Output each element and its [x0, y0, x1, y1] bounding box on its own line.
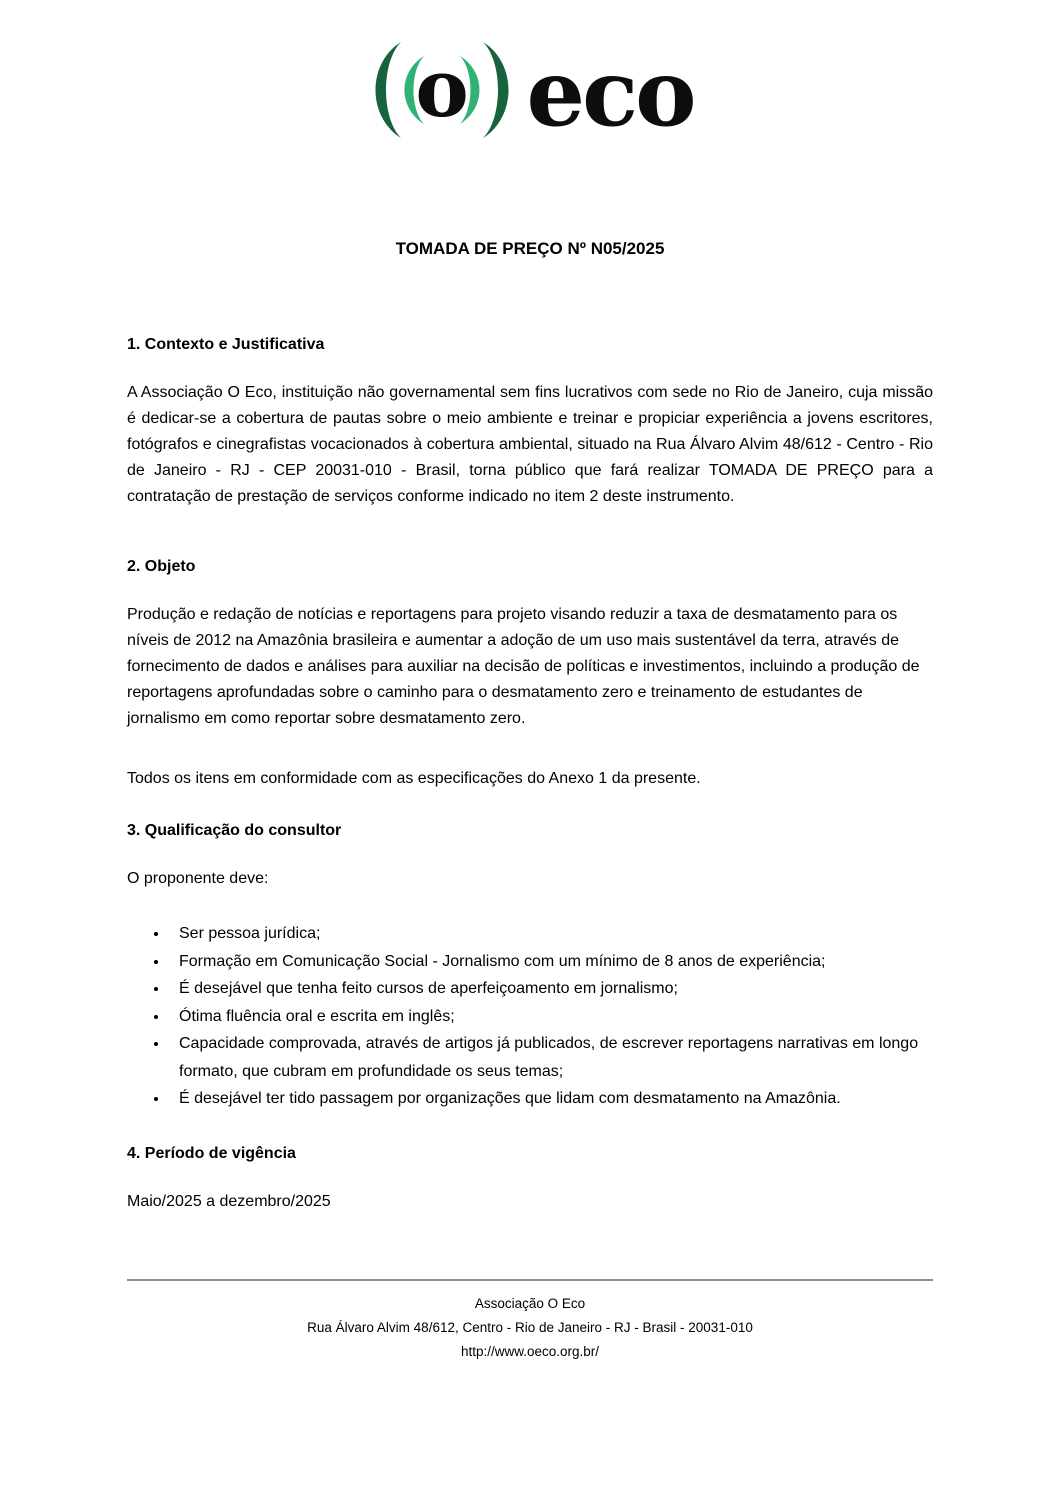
qualification-bullet-list — [127, 920, 933, 1113]
footer — [127, 1292, 933, 1364]
bullet-item: • Capacidade comprovada, através de artigos já publicados, de escrever reportagens narrativas em longo formato, que cubram em profundidade os seus temas; — [169, 1030, 933, 1085]
footer-org: Associação O Eco — [474, 1295, 586, 1311]
paragraph-anexo: Todos os itens em conformidade com as especificações do Anexo 1 da presente. — [127, 770, 701, 787]
oeco-logo — [127, 0, 933, 150]
paragraph-proponente-intro: O proponente deve: — [127, 870, 269, 887]
bullet-item: • Formação em Comunicação Social - Jornalismo com um mínimo de 8 anos de experiência; — [169, 948, 933, 976]
footer-address: Rua Álvaro Alvim 48/612, Centro - Rio de Janeiro - RJ - Brasil - 20031-010 — [307, 1319, 753, 1335]
footer-url: http://www.oeco.org.br/ — [460, 1343, 600, 1359]
page-title: TOMADA DE PREÇO Nº N05/2025 — [395, 239, 665, 258]
footer-divider — [127, 1279, 933, 1281]
paragraph-objeto: Produção e redação de notícias e reportagens para projeto visando reduzir a taxa de desmatamento para os níveis de 2012 na Amazônia brasileira e aumentar a adoção de um uso mais sustentável da terra, através de fornecimento de dados e análises para auxiliar na decisão de políticas e investimentos, incluindo a produção de reportagens aprofundadas sobre o caminho para o desmatamento zero e treinamento de estudantes de jornalismo em como reportar sobre desmatamento zero. — [127, 606, 920, 727]
logo-eco-text: eco — [526, 39, 694, 147]
section-heading-qualificacao: 3. Qualificação do consultor — [127, 822, 342, 839]
bullet-item: • É desejável ter tido passagem por organizações que lidam com desmatamento na Amazônia. — [169, 1085, 933, 1113]
section-heading-vigencia: 4. Período de vigência — [127, 1144, 296, 1162]
paragraph-vigencia: Maio/2025 a dezembro/2025 — [127, 1192, 331, 1210]
bullet-item: • É desejável que tenha feito cursos de aperfeiçoamento em jornalismo; — [169, 975, 933, 1003]
section-heading-objeto: 2. Objeto — [127, 558, 196, 575]
logo-o-letter: o — [414, 41, 469, 135]
bullet-item: • Ótima fluência oral e escrita em inglês; — [169, 1003, 933, 1031]
logo-outer-paren-left — [375, 42, 401, 138]
section-heading-contexto: 1. Contexto e Justificativa — [127, 336, 325, 353]
logo-outer-paren-right — [483, 42, 509, 138]
paragraph-contexto: A Associação O Eco, instituição não governamental sem fins lucrativos com sede no Rio de Janeiro, cuja missão é dedicar-se a cobertura de pautas sobre o meio ambiente e treinar e propiciar experiência a jovens escritores, fotógrafos e cinegrafistas vocacionados à cobertura ambiental, situado na Rua Álvaro Alvim 48/612 - Centro - Rio de Janeiro - RJ - CEP 20031-010 - Brasil, torna público que fará realizar TOMADA DE PREÇO para a contratação de prestação de serviços conforme indicado no item 2 deste instrumento. — [127, 384, 933, 505]
bullet-item: • Ser pessoa jurídica; — [169, 920, 933, 948]
logo-parentheses-icon — [367, 40, 517, 140]
